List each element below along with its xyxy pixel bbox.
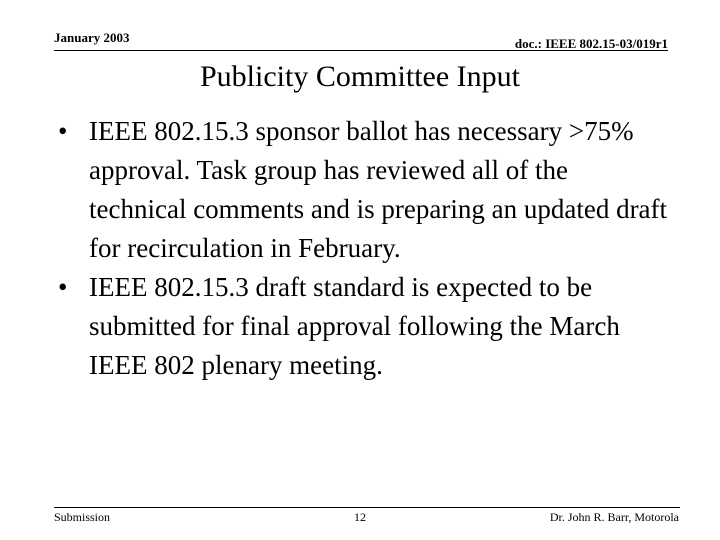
bullet-text: IEEE 802.15.3 draft standard is expected to be submitted for final approval following the March IEEE 802 plenary meeting. [89, 272, 620, 380]
bullet-marker: • [58, 272, 68, 302]
bullet-item [58, 112, 670, 268]
header-divider [54, 50, 668, 51]
header-date: January 2003 [54, 30, 130, 45]
bullet-marker: • [58, 116, 68, 146]
footer-divider [54, 507, 680, 508]
footer-author: Dr. John R. Barr, Motorola [549, 510, 679, 524]
bullet-item [58, 268, 670, 385]
bullet-list [58, 112, 670, 385]
bullet-text: IEEE 802.15.3 sponsor ballot has necessary >75% approval. Task group has reviewed all of the technical comments and is preparing an updated draft for recirculation in February. [89, 116, 668, 263]
header-doc-id: doc.: IEEE 802.15-03/019r1 [514, 36, 668, 51]
footer-submission: Submission [54, 510, 111, 524]
slide-title: Publicity Committee Input [200, 60, 520, 93]
footer-page-number: 12 [354, 510, 366, 524]
